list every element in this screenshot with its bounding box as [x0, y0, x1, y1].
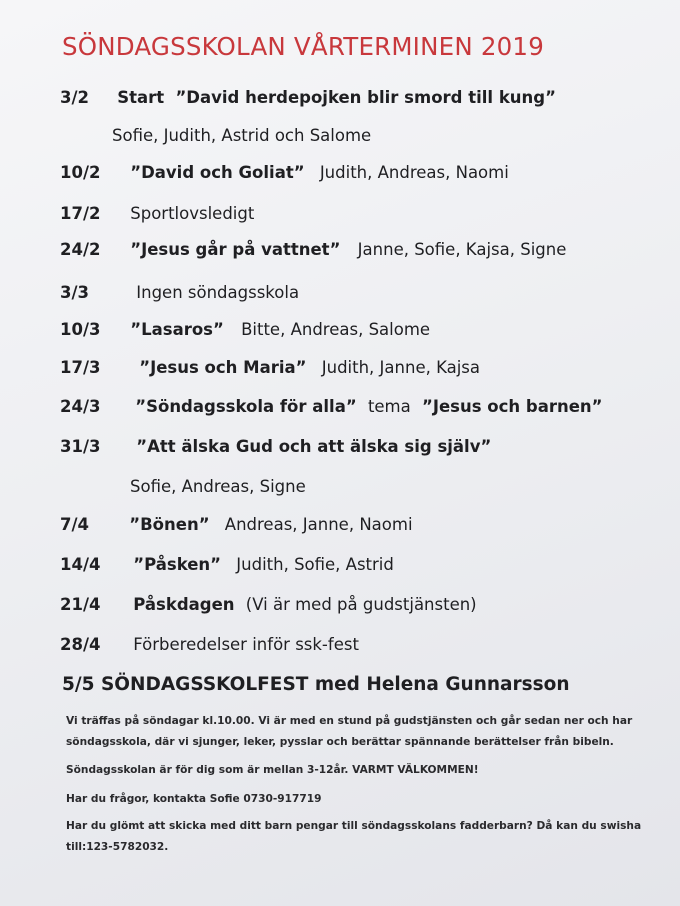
row-date: 10/3 — [60, 320, 101, 339]
schedule-row — [60, 240, 566, 259]
schedule-row — [60, 397, 603, 416]
info-paragraph-3: Har du frågor, kontakta Sofie 0730-917719 — [66, 793, 322, 805]
row-note: Sportlovsledigt — [130, 204, 255, 223]
row-topic: ”Att älska Gud och att älska sig själv” — [136, 437, 492, 456]
row-topic: ”David och Goliat” — [130, 163, 305, 182]
row-date: 28/4 — [60, 635, 101, 654]
info-paragraph-4 — [66, 816, 641, 858]
row-date: 24/2 — [60, 240, 101, 259]
row-topic: ”Söndagsskola för alla” — [135, 397, 357, 416]
row-date: 14/4 — [60, 555, 101, 574]
info-line: Har du glömt att skicka med ditt barn pengar till söndagsskolans fadderbarn? Då kan du swisha — [66, 820, 642, 832]
row-topic-2: ”Jesus och barnen” — [422, 397, 603, 416]
row-date: 10/2 — [60, 163, 101, 182]
row-date: 7/4 — [60, 515, 89, 534]
schedule-row — [60, 555, 394, 574]
row-mid: tema — [367, 397, 411, 416]
row-topic: Påskdagen — [133, 595, 235, 614]
row-date: 17/2 — [60, 204, 101, 223]
row-topic: ”Jesus och Maria” — [139, 358, 307, 377]
row-date: 3/2 — [60, 88, 89, 107]
page-title: SÖNDAGSSKOLAN VÅRTERMINEN 2019 — [62, 32, 544, 61]
row-date: 24/3 — [60, 397, 101, 416]
row-leaders: Judith, Sofie, Astrid — [236, 555, 394, 574]
row-date: 3/3 — [60, 283, 89, 302]
row-topic: ”David herdepojken blir smord till kung” — [175, 88, 556, 107]
schedule-row — [60, 437, 491, 456]
row-leaders: Andreas, Janne, Naomi — [224, 515, 413, 534]
schedule-row — [60, 204, 254, 223]
row-note: (Vi är med på gudstjänsten) — [245, 595, 477, 614]
row-leaders: Janne, Sofie, Kajsa, Signe — [357, 240, 567, 259]
schedule-row — [60, 515, 413, 534]
row-prefix: Start — [117, 88, 165, 107]
info-line: Vi träffas på söndagar kl.10.00. Vi är med en stund på gudstjänsten och går sedan ner och har — [66, 715, 633, 727]
info-paragraph-2: Söndagsskolan är för dig som är mellan 3-12år. VARMT VÄLKOMMEN! — [66, 764, 479, 776]
row-topic: ”Bönen” — [129, 515, 210, 534]
row-date: 17/3 — [60, 358, 101, 377]
row-leaders: Bitte, Andreas, Salome — [241, 320, 431, 339]
row-leaders: Judith, Janne, Kajsa — [321, 358, 481, 377]
row-leaders-line: Sofie, Judith, Astrid och Salome — [112, 126, 372, 145]
row-topic: ”Lasaros” — [130, 320, 224, 339]
row-topic: ”Jesus går på vattnet” — [130, 240, 341, 259]
schedule-row — [60, 358, 480, 377]
schedule-row — [60, 595, 477, 614]
info-paragraph-1 — [66, 711, 632, 753]
row-topic: ”Påsken” — [133, 555, 222, 574]
row-note: Förberedelser inför ssk-fest — [133, 635, 359, 654]
schedule-row — [60, 283, 299, 302]
row-note: Ingen söndagsskola — [136, 283, 300, 302]
row-date: 31/3 — [60, 437, 101, 456]
schedule-row — [60, 635, 359, 654]
row-date: 21/4 — [60, 595, 101, 614]
fest-heading: 5/5 SÖNDAGSSKOLFEST med Helena Gunnarsson — [62, 674, 570, 695]
row-leaders-line: Sofie, Andreas, Signe — [130, 477, 306, 496]
schedule-row — [60, 163, 509, 182]
schedule-row — [60, 320, 430, 339]
info-line: till:123-5782032. — [66, 841, 169, 853]
schedule-row — [60, 88, 556, 107]
info-line: söndagsskola, där vi sjunger, leker, pysslar och berättar spännande berättelser från bibeln. — [66, 736, 614, 748]
row-leaders: Judith, Andreas, Naomi — [319, 163, 509, 182]
